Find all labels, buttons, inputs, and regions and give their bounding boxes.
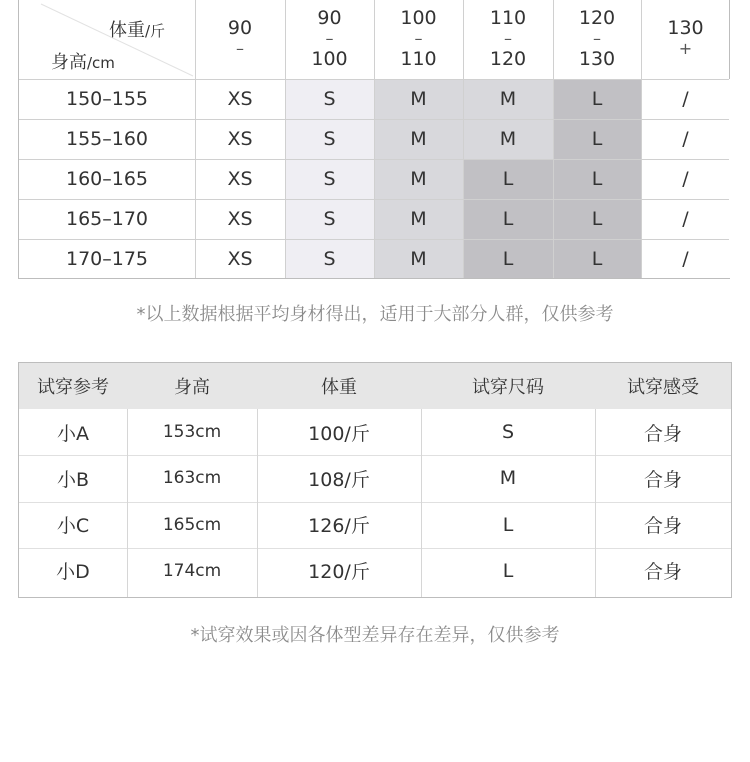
tryon-cell: 合身 [643,468,682,491]
tryon-cell: 小C [56,515,90,538]
tryon-cell: 合身 [643,422,682,445]
height-range-cell: 160–165 [65,168,149,190]
weight-header-top: 110 [489,7,527,29]
weight-column-header [641,0,730,78]
weight-header-top: 90 [317,7,342,29]
tryon-cell: 合身 [643,515,682,538]
size-cell: L [463,239,553,278]
weight-column-header [553,0,641,78]
column-divider [195,0,196,278]
weight-header-mid: – [414,29,423,48]
column-divider [374,0,375,278]
tryon-cell: L [502,513,514,536]
size-cell: M [374,199,463,239]
size-cell: S [285,119,374,159]
weight-header-mid: – [504,29,512,48]
tryon-cell: M [499,467,517,490]
height-range-cell: 170–175 [65,247,149,270]
size-chart-note: *以上数据根据平均身材得出，适用于大部分人群，仅供参考 [136,304,614,325]
weight-column-header [285,0,374,78]
tryon-column-header: 体重 [321,377,357,398]
tryon-reference-table [18,362,732,598]
row-divider [19,119,729,120]
tryon-column-header: 身高 [174,377,210,398]
size-cell: S [285,79,374,119]
size-cell: / [641,119,730,159]
weight-header-mid: – [236,38,244,58]
tryon-cell: S [501,421,515,443]
size-cell: M [374,159,463,199]
column-divider [553,0,554,278]
corner-header-cell [19,0,195,78]
tryon-cell: 小B [56,468,90,491]
size-cell: / [641,239,730,278]
row-divider [19,79,729,80]
height-axis-label: 身高/cm [51,52,115,73]
size-cell: L [553,119,641,159]
tryon-cell: 小A [57,422,89,445]
size-cell: S [285,199,374,239]
size-cell: XS [195,159,285,199]
size-cell: L [463,159,553,199]
tryon-cell: 126/斤 [308,515,370,538]
weight-column-header [195,0,285,78]
tryon-cell: L [502,559,514,582]
weight-axis-label: 体重/斤 [109,20,166,41]
tryon-cell: 108/斤 [308,468,370,491]
size-cell: M [463,119,553,159]
column-divider [127,409,128,597]
column-divider [285,0,286,278]
row-divider [19,502,731,503]
tryon-cell: 合身 [643,561,682,584]
size-cell: M [374,79,463,119]
row-divider [19,548,731,549]
row-divider [19,239,729,240]
weight-header-bottom: 120 [489,48,527,70]
size-cell: XS [195,119,285,159]
row-divider [19,199,729,200]
column-divider [463,0,464,278]
weight-column-header [463,0,553,78]
size-cell: L [553,239,641,278]
weight-header-mid: + [678,38,693,58]
weight-header-mid: – [325,29,334,48]
size-chart-table [18,0,730,279]
tryon-cell: 120/斤 [308,561,370,584]
tryon-note: *试穿效果或因各体型差异存在差异，仅供参考 [190,625,560,646]
tryon-cell: 100/斤 [308,422,370,445]
size-cell: XS [195,199,285,239]
size-cell: L [553,159,641,199]
size-cell: / [641,79,730,119]
tryon-cell: 153cm [162,422,222,442]
height-range-cell: 150–155 [65,88,149,110]
weight-header-top: 100 [400,7,437,29]
column-divider [257,409,258,597]
weight-header-bottom: 110 [400,48,437,70]
row-divider [19,455,731,456]
weight-header-top: 90 [227,16,253,39]
size-cell: M [374,239,463,278]
size-cell: M [463,79,553,119]
tryon-header-row [19,363,731,409]
tryon-cell: 165cm [162,514,222,535]
column-divider [421,409,422,597]
size-cell: L [553,79,641,119]
weight-header-mid: – [593,29,601,48]
size-cell: S [285,159,374,199]
column-divider [595,409,596,597]
tryon-cell: 小D [56,561,90,584]
weight-header-bottom: 130 [578,48,616,70]
size-cell: M [374,119,463,159]
tryon-column-header: 试穿尺码 [472,377,544,398]
column-divider [641,0,642,278]
tryon-cell: 174cm [162,560,222,581]
size-cell: L [463,199,553,239]
height-range-cell: 155–160 [65,128,149,150]
weight-header-top: 130 [667,16,704,39]
size-cell: XS [195,79,285,119]
size-cell: L [553,199,641,239]
tryon-cell: 163cm [162,468,222,489]
size-cell: S [285,239,374,278]
size-cell: / [641,159,730,199]
weight-header-bottom: 100 [311,48,348,70]
weight-column-header [374,0,463,78]
tryon-column-header: 试穿感受 [627,377,699,398]
row-divider [19,159,729,160]
size-cell: / [641,199,730,239]
weight-header-top: 120 [578,7,616,29]
size-cell: XS [195,239,285,278]
height-range-cell: 165–170 [65,208,149,230]
tryon-column-header: 试穿参考 [37,377,109,398]
